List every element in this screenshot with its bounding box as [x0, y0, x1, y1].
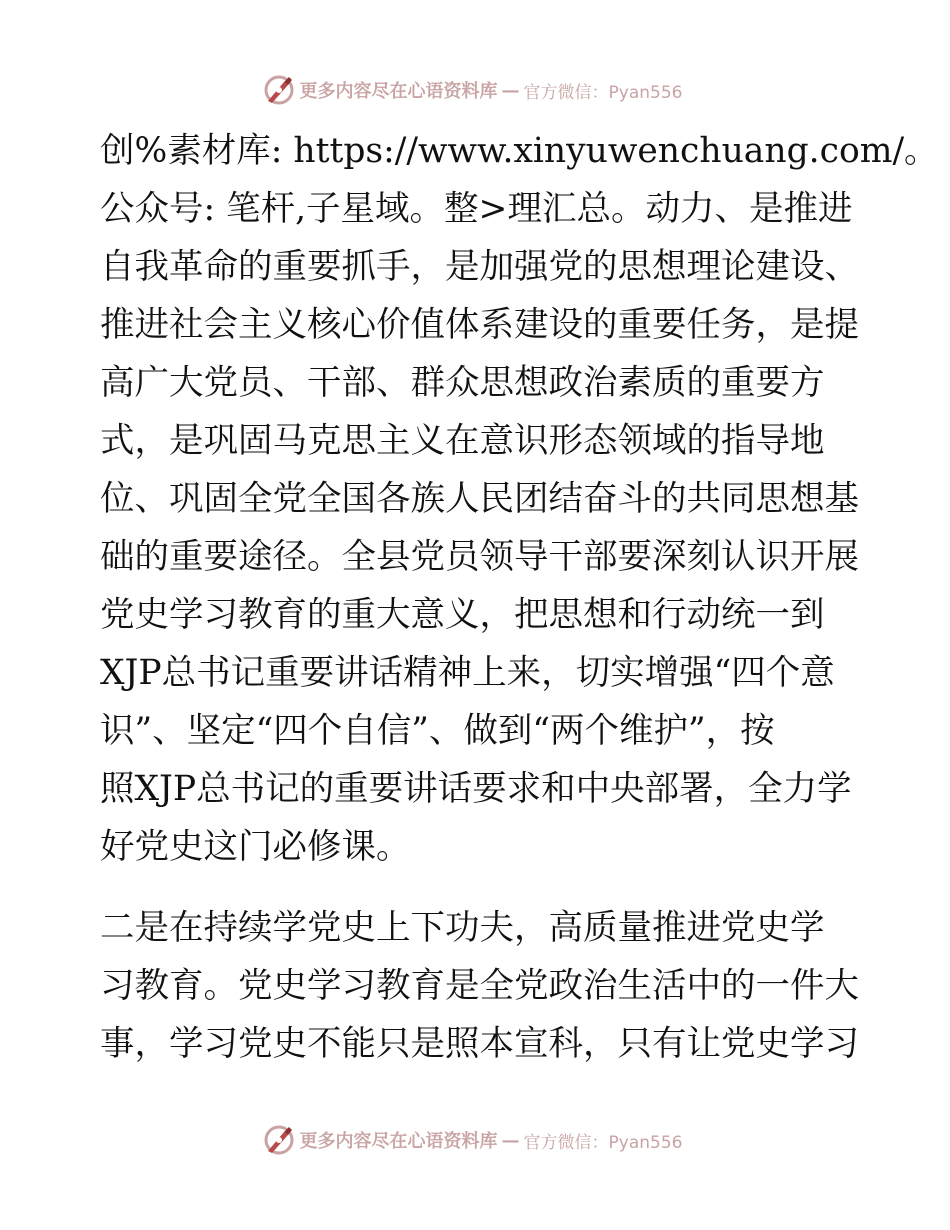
- body-line: 高广大党员、干部、群众思想政治素质的重要方: [100, 363, 825, 403]
- body-line: 推进社会主义核心价值体系建设的重要任务，是提: [100, 305, 859, 345]
- footer-banner-text: 更多内容尽在心语资料库: [299, 1131, 498, 1152]
- body-line: 础的重要途径。全县党员领导干部要深刻认识开展: [100, 537, 859, 577]
- body-line: 党史学习教育的重大意义，把思想和行动统一到: [100, 595, 825, 635]
- pen-logo-icon: [262, 73, 296, 107]
- header-banner-dash: —: [501, 79, 520, 101]
- header-banner-text: 更多内容尽在心语资料库: [299, 81, 498, 102]
- document-body: [100, 122, 939, 1073]
- header-banner-wechat: 官方微信：Pyan556: [523, 82, 683, 103]
- footer-banner-dash: —: [501, 1129, 520, 1151]
- body-line: 识”、坚定“四个自信”、做到“两个维护”，按: [100, 711, 775, 751]
- body-line: 式，是巩固马克思主义在意识形态领域的指导地: [100, 421, 825, 461]
- body-line: XJP总书记重要讲话精神上来，切实增强“四个意: [100, 653, 835, 693]
- body-line: 自我革命的重要抓手，是加强党的思想理论建设、: [100, 247, 859, 287]
- body-line: 好党史这门必修课。: [100, 827, 411, 867]
- footer-banner: [0, 1120, 950, 1160]
- body-line: 二是在持续学党史上下功夫，高质量推进党史学: [100, 908, 825, 948]
- body-line: 事，学习党史不能只是照本宣科，只有让党史学习: [100, 1024, 859, 1064]
- footer-banner-wechat: 官方微信：Pyan556: [523, 1132, 683, 1153]
- body-line: 习教育。党史学习教育是全党政治生活中的一件大: [100, 966, 859, 1006]
- body-line: 公众号: 笔杆,子星域。整>理汇总。动力、是推进: [100, 189, 853, 229]
- footer-banner-content: [262, 1123, 683, 1157]
- header-banner: [0, 70, 950, 110]
- body-line: 创%素材库: https://www.xinyuwenchuang.com/。: [100, 131, 939, 171]
- body-line: 位、巩固全党全国各族人民团结奋斗的共同思想基: [100, 479, 859, 519]
- body-line: 照XJP总书记的重要讲话要求和中央部署，全力学: [100, 769, 852, 809]
- pen-logo-icon: [262, 1123, 296, 1157]
- header-banner-content: [262, 73, 683, 107]
